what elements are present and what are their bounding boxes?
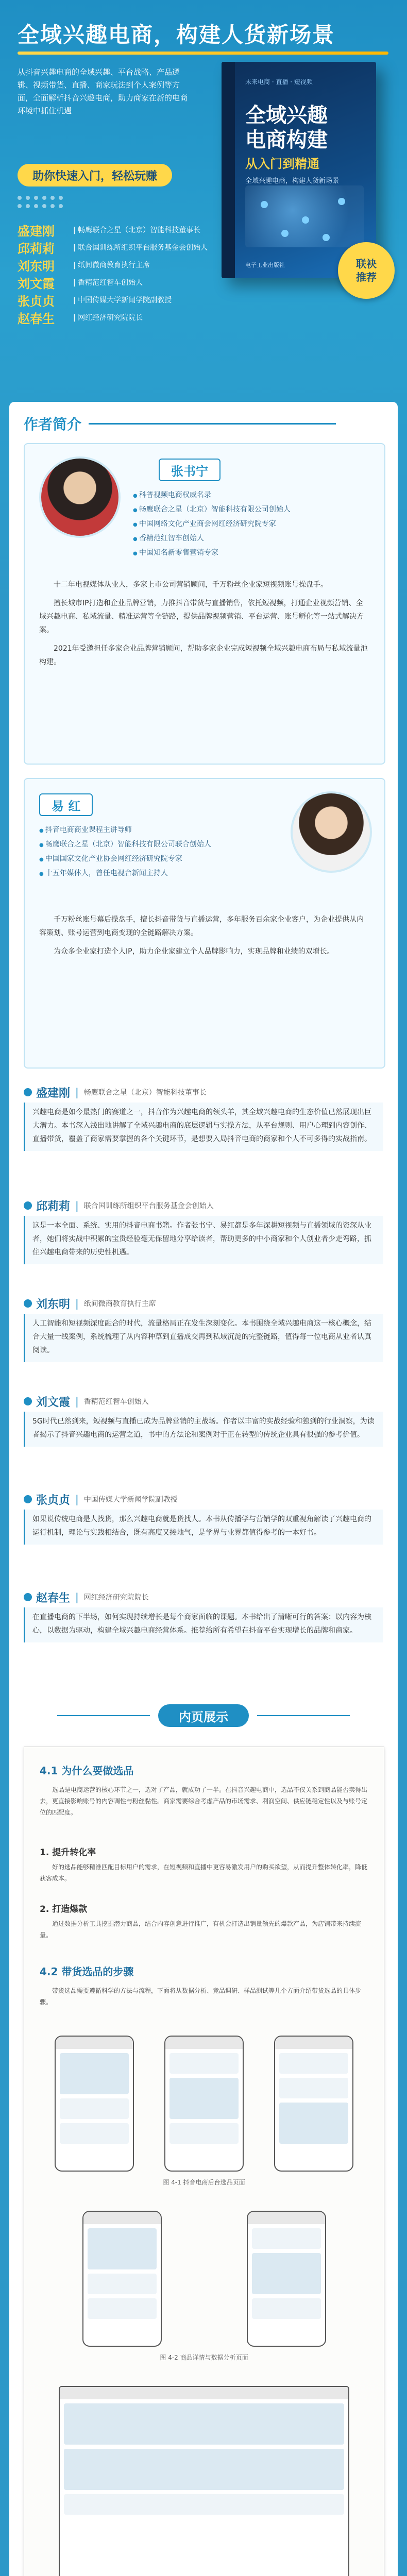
intro-header	[24, 1391, 383, 1412]
sheet-section-title: 4.1 为什么要做选品	[40, 1765, 134, 1777]
book-title-line1: 全域兴趣	[245, 104, 328, 127]
recommender-title: | 中国传媒大学新闻学院副教授	[73, 296, 172, 304]
intro-dot-icon	[24, 1593, 32, 1601]
intro-header	[24, 1587, 383, 1607]
recommender-title: | 畅鹰联合之星（北京）智能科技董事长	[73, 226, 201, 234]
sheet-text: 选品是电商运营的核心环节之一，选对了产品，就成功了一半。在抖音兴趣电商中，选品不仅关系到商品能否卖得出去，更直接影响账号的内容调性与粉丝黏性。商家需要综合考虑产品的市场需求、利润空间、供应链稳定性以及与账号定位的匹配度。	[40, 1786, 368, 1816]
intro-item	[24, 1587, 383, 1642]
hero-description: 从抖音兴趣电商的全域兴趣、平台战略、产品逻辑、视频带货、直播、商家玩法到个人案例等方面，全面解析抖音兴趣电商，助力商家在新的电商环境中抓住机遇	[18, 67, 188, 115]
recommender-row	[18, 274, 218, 291]
preview-heading-rule	[257, 1715, 350, 1716]
author-bullet: ● 畅鹰联合之星（北京）智能科技有限公司创始人	[133, 503, 370, 517]
decor-dots	[18, 196, 63, 208]
intro-dot-icon	[24, 1201, 32, 1210]
preview-heading-label: 内页展示	[158, 1704, 249, 1727]
sheet-section-title: 4.2 带货选品的步骤	[40, 1965, 134, 1978]
intro-header	[24, 1082, 383, 1103]
intro-text: 在直播电商的下半场，如何实现持续增长是每个商家面临的课题。本书给出了清晰可行的答案：以内容为核心，以数据为驱动，构建全域兴趣电商经营体系。推荐给所有希望在抖音平台实现增长的品牌和商家。	[24, 1607, 383, 1642]
preview-page-1	[24, 1747, 384, 2576]
preview-heading-rule	[57, 1715, 150, 1716]
intro-name: 刘文霞	[36, 1396, 71, 1409]
hero-title	[18, 15, 388, 52]
hero-title-text: 全域兴趣电商，构建人货新场景	[18, 22, 335, 47]
sheet-paragraph	[40, 1784, 368, 1822]
author-bio-paragraph: 十二年电视媒体从业人，多家上市公司营销顾问，千万粉丝企业家短视频账号操盘手。	[54, 581, 328, 589]
figure-caption: 图 4-1 抖音电商后台选品页面	[163, 2179, 245, 2186]
intro-item	[24, 1195, 383, 1264]
intro-dot-icon	[24, 1299, 32, 1308]
recommend-badge	[338, 242, 395, 299]
author-bio-paragraph: 为众多企业家打造个人IP，助力企业家建立个人品牌影响力，实现品牌和业绩的双增长。	[54, 947, 334, 956]
author-name-tag: 易 红	[39, 793, 93, 816]
intro-header	[24, 1489, 383, 1510]
phone-screenshot	[274, 2036, 353, 2172]
intro-dot-icon	[24, 1088, 32, 1096]
authors-heading	[24, 413, 336, 434]
phone-screenshot	[247, 2211, 326, 2347]
intro-item	[24, 1489, 383, 1545]
intro-name: 张贞贞	[36, 1494, 71, 1507]
book-network-illustration	[245, 185, 364, 247]
author-card-1	[24, 443, 385, 765]
sheet-paragraph	[40, 1918, 368, 1945]
phone-screenshot	[164, 2036, 244, 2172]
hero-title-underline	[18, 52, 388, 55]
phone-screenshot	[82, 2211, 162, 2347]
intro-header	[24, 1293, 383, 1314]
desktop-screenshot	[59, 2386, 349, 2576]
recommender-row	[18, 257, 218, 273]
author-bullet: ● 中国国家文化产业协会网红经济研究院专家	[39, 852, 276, 867]
intro-text: 人工智能和短视频深度融合的时代，流量格局正在发生深刻变化。本书围绕全域兴趣电商这一核心概念，结合大量一线案例，系统梳理了从内容种草到直播成交再到私域沉淀的完整链路，值得每一位电商从业者认真阅读。	[24, 1314, 383, 1362]
book-title-line2: 电商构建	[245, 128, 328, 152]
figure-caption: 图 4-2 商品详情与数据分析页面	[160, 2354, 248, 2361]
intro-title: 纸间微商教育执行主席	[83, 1300, 156, 1308]
recommender-row	[18, 222, 218, 238]
intro-text: 5G时代已然到来，短视频与直播已成为品牌营销的主战场。作者以丰富的实战经验和独到的行业洞察，为读者揭示了抖音兴趣电商的运营之道，书中的方法论和案例对于正在转型的传统企业具有很强的参考价值。	[24, 1412, 383, 1447]
screenshot-row	[40, 2211, 368, 2347]
author-bio	[39, 578, 369, 674]
author-bullet: ● 中国知名新零售营销专家	[133, 546, 370, 561]
intro-dot-icon	[24, 1495, 32, 1503]
content-panel	[9, 402, 398, 2576]
recommender-name: 邱莉莉	[18, 241, 55, 256]
book-spine	[222, 62, 235, 278]
preview-heading	[9, 1700, 398, 1731]
intro-separator: |	[75, 1199, 79, 1212]
book-tagline: 全域兴趣电商，构建人货新场景	[245, 177, 340, 185]
intro-separator: |	[75, 1591, 79, 1603]
intro-name: 刘东明	[36, 1298, 71, 1311]
author-bio-paragraph: 千万粉丝账号幕后操盘手，擅长抖音带货与直播运营，多年服务百余家企业客户，为企业提供从内容策划、账号运营到电商变现的全链路解决方案。	[39, 916, 364, 937]
phone-screenshot	[55, 2036, 134, 2172]
recommender-title: | 香精范红智车创始人	[73, 279, 143, 287]
recommender-title: | 纸间微商教育执行主席	[73, 261, 150, 269]
intro-text: 兴趣电商是如今最热门的赛道之一，抖音作为兴趣电商的领头羊，其全域兴趣电商的生态价值已然展现出巨大潜力。本书深入浅出地讲解了全域兴趣电商的底层逻辑与实操方法，从平台规则、用户心理到内容创作、直播带货，覆盖了商家需要掌握的各个关键环节，是想要入局抖音电商的商家和个人不可多得的实战指南。	[24, 1103, 383, 1151]
sheet-subheading: 1. 提升转化率	[40, 1848, 96, 1858]
sheet-paragraph	[40, 1985, 368, 2012]
intro-name: 盛建刚	[36, 1087, 71, 1100]
sheet-text: 好的选品能够精准匹配目标用户的需求，在短视频和直播中更容易激发用户的购买欲望，从而提升整体转化率，降低获客成本。	[40, 1863, 368, 1882]
recommender-name: 刘东明	[18, 259, 55, 274]
screenshot-row	[40, 2386, 368, 2576]
sheet-text: 带货选品需要遵循科学的方法与流程，下面将从数据分析、竞品调研、样品测试等几个方面介绍带货选品的具体步骤。	[40, 1987, 362, 2006]
sheet-subheading: 2. 打造爆款	[40, 1904, 88, 1914]
recommender-row	[18, 292, 218, 308]
recommender-name: 盛建刚	[18, 224, 55, 239]
authors-heading-rule	[89, 423, 336, 425]
author-photo	[39, 456, 121, 538]
book-title	[245, 103, 366, 152]
intro-separator: |	[75, 1395, 79, 1408]
intro-header	[24, 1195, 383, 1216]
intro-title: 联合国训练所组织平台服务基金会创始人	[83, 1202, 214, 1210]
recommender-row	[18, 309, 218, 326]
intro-text: 这是一本全面、系统、实用的抖音电商书籍。作者张书宁、易红都是多年深耕短视频与直播领域的资深从业者，她们将实战中积累的宝贵经验毫无保留地分享给读者，帮助更多的中小商家和个人创业者少走弯路，抓住兴趣电商带来的历史性机遇。	[24, 1216, 383, 1264]
screenshot-row	[40, 2036, 368, 2172]
author-bio-paragraph: 擅长城市IP打造和企业品牌营销，力推抖音带货与直播销售，依托短视频，打通企业视频营销、全域兴趣电商、私域流量、精准运营等全链路，提供品牌视频营销、平台运营、账号孵化等一站式解决方案。	[39, 599, 364, 634]
author-card-2	[24, 778, 385, 1069]
author-bullets	[39, 823, 276, 881]
author-bio-paragraph: 2021年受邀担任多家企业品牌营销顾问，帮助多家企业完成短视频全域兴趣电商布局与私域流量池构建。	[39, 645, 368, 666]
intro-item	[24, 1391, 383, 1447]
author-bullet: ● 十五年媒体人，曾任电视台新闻主持人	[39, 867, 276, 881]
intro-item	[24, 1082, 383, 1151]
intro-separator: |	[75, 1086, 79, 1098]
intro-title: 中国传媒大学新闻学院副教授	[83, 1496, 178, 1504]
book-publisher: 电子工业出版社	[245, 262, 285, 268]
author-bullet: ● 抖音电商商业课程主讲导师	[39, 823, 276, 838]
recommender-name: 张贞贞	[18, 294, 55, 309]
intro-name: 邱莉莉	[36, 1200, 71, 1213]
intro-title: 畅鹰联合之星（北京）智能科技董事长	[83, 1089, 207, 1097]
sheet-paragraph	[40, 1861, 368, 1888]
intro-text: 如果说传统电商是人找货，那么兴趣电商就是货找人。本书从传播学与营销学的双重视角解读了兴趣电商的运行机制，理论与实践相结合，既有高度又接地气，是学界与业界都值得参考的一本好书。	[24, 1510, 383, 1545]
author-photo	[291, 791, 372, 873]
author-bullet: ● 畅鹰联合之星（北京）智能科技有限公司联合创始人	[39, 838, 276, 852]
author-name-tag: 张书宁	[159, 459, 221, 481]
author-bullet: ● 香精范红智车创始人	[133, 532, 370, 546]
author-bullets	[133, 488, 370, 561]
recommender-name: 刘文霞	[18, 276, 55, 291]
authors-heading-label: 作者简介	[24, 416, 82, 433]
intro-name: 赵春生	[36, 1591, 71, 1605]
recommender-title: | 网红经济研究院院长	[73, 314, 143, 322]
intro-title: 网红经济研究院院长	[83, 1594, 149, 1602]
author-bullet: ● 科普视频电商权威名录	[133, 488, 370, 503]
badge-line2: 推荐	[356, 271, 377, 283]
recommender-list	[18, 222, 218, 327]
intro-separator: |	[75, 1493, 79, 1505]
badge-line1: 联袂	[356, 258, 377, 270]
hero-slogan: 助你快速入门，轻松玩赚	[18, 164, 172, 187]
recommender-title: | 联合国训练所组织平台服务基金会创始人	[73, 244, 208, 252]
author-bio	[39, 913, 369, 963]
intro-item	[24, 1293, 383, 1362]
sheet-text: 通过数据分析工具挖掘潜力商品，结合内容创意进行推广，有机会打造出销量领先的爆款产品，为店铺带来持续流量。	[40, 1920, 362, 1939]
recommender-name: 赵春生	[18, 311, 55, 326]
intro-title: 香精范红智车创始人	[83, 1398, 149, 1406]
intro-dot-icon	[24, 1397, 32, 1405]
book-top-line: 未来电商 · 直播 · 短视频	[245, 78, 313, 86]
intro-separator: |	[75, 1297, 79, 1310]
author-bullet: ● 中国网络文化产业商会网红经济研究院专家	[133, 517, 370, 532]
book-subtitle: 从入门到精通	[245, 157, 319, 171]
recommender-row	[18, 239, 218, 256]
